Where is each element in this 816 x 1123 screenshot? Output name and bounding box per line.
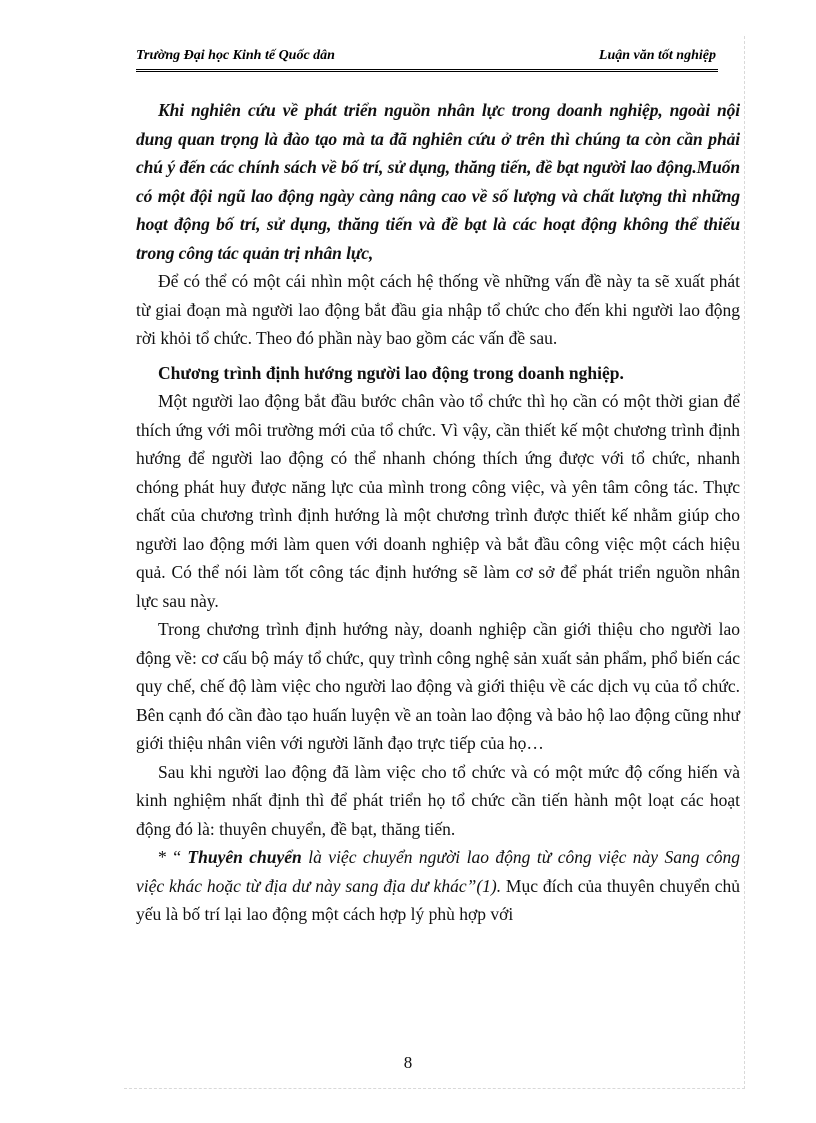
paragraph-orientation-content: Trong chương trình định hướng này, doanh nghiệp cần giới thiệu cho người lao động về: cơ cấu bộ máy tổ chức, quy trình công nghệ sản xuất sản phẩm, phổ biến các quy chế, chế độ làm việc cho người lao động và giới thiệu về các dịch vụ của tổ chức. Bên cạnh đó cần đào tạo huấn luyện về an toàn lao động và bảo hộ lao động cũng như giới thiệu nhân viên với người lãnh đạo trực tiếp của họ… — [136, 619, 740, 753]
transfer-definition: là việc chuyển người lao động từ công việc này Sang công việc khác hoặc từ địa dư này sang địa dư khác”(1). — [136, 847, 740, 896]
intro-paragraph: Khi nghiên cứu về phát triển nguồn nhân lực trong doanh nghiệp, ngoài nội dung quan trọng là đào tạo mà ta đã nghiên cứu ở trên thì chúng ta còn cần phải chú ý đến các chính sách về bố trí, sử dụng, thăng tiến, đề bạt người lao động.Muốn có một đội ngũ lao động ngày càng nâng cao về số lượng và chất lượng thì những hoạt động bố trí, sử dụng, thăng tiến và đề bạt là các hoạt động không thể thiếu trong công tác quản trị nhân lực, — [136, 100, 740, 263]
section-heading: Chương trình định hướng người lao động trong doanh nghiệp. — [158, 362, 624, 383]
paragraph-development: Sau khi người lao động đã làm việc cho tổ chức và có một mức độ cống hiến và kinh nghiệm nhất định thì để phát triển họ tổ chức cần tiến hành một loạt các hoạt động đó là: thuyên chuyển, đề bạt, thăng tiến. — [136, 761, 740, 839]
paragraph-overview: Để có thể có một cái nhìn một cách hệ thống về những vấn đề này ta sẽ xuất phát từ giai đoạn mà người lao động bắt đầu gia nhập tổ chức cho đến khi người lao động rời khỏi tổ chức. Theo đó phần này bao gồm các vấn đề sau. — [136, 271, 740, 348]
transfer-prefix: * “ — [158, 847, 188, 867]
page-number: 8 — [403, 1053, 413, 1072]
document-body — [136, 96, 740, 929]
transfer-term: Thuyên chuyển — [187, 847, 302, 867]
header-university: Trường Đại học Kinh tế Quốc dân — [136, 48, 335, 63]
page-header — [136, 45, 718, 72]
transfer-rest: Mục đích của thuyên chuyển chủ yếu là bố trí lại lao động một cách hợp lý phù hợp với — [136, 875, 740, 924]
paragraph-orientation: Một người lao động bắt đầu bước chân vào tổ chức thì họ cần có một thời gian để thích ứng với môi trường mới của tổ chức. Vì vậy, cần thiết kế một chương trình định hướng để người lao động có thể nhanh chóng thích ứng được với tổ chức, nhanh chóng phát huy được năng lực của mình trong công việc, và yên tâm công tác. Thực chất của chương trình định hướng là một chương trình được thiết kế nhằm giúp cho người lao động mới làm quen với doanh nghiệp và bắt đầu công việc một cách hiệu quả. Có thể nói làm tốt công tác định hướng sẽ làm cơ sở để phát triển nguồn nhân lực sau này. — [136, 391, 740, 611]
paragraph-transfer — [136, 843, 740, 929]
header-thesis-label: Luận văn tốt nghiệp — [598, 48, 716, 63]
